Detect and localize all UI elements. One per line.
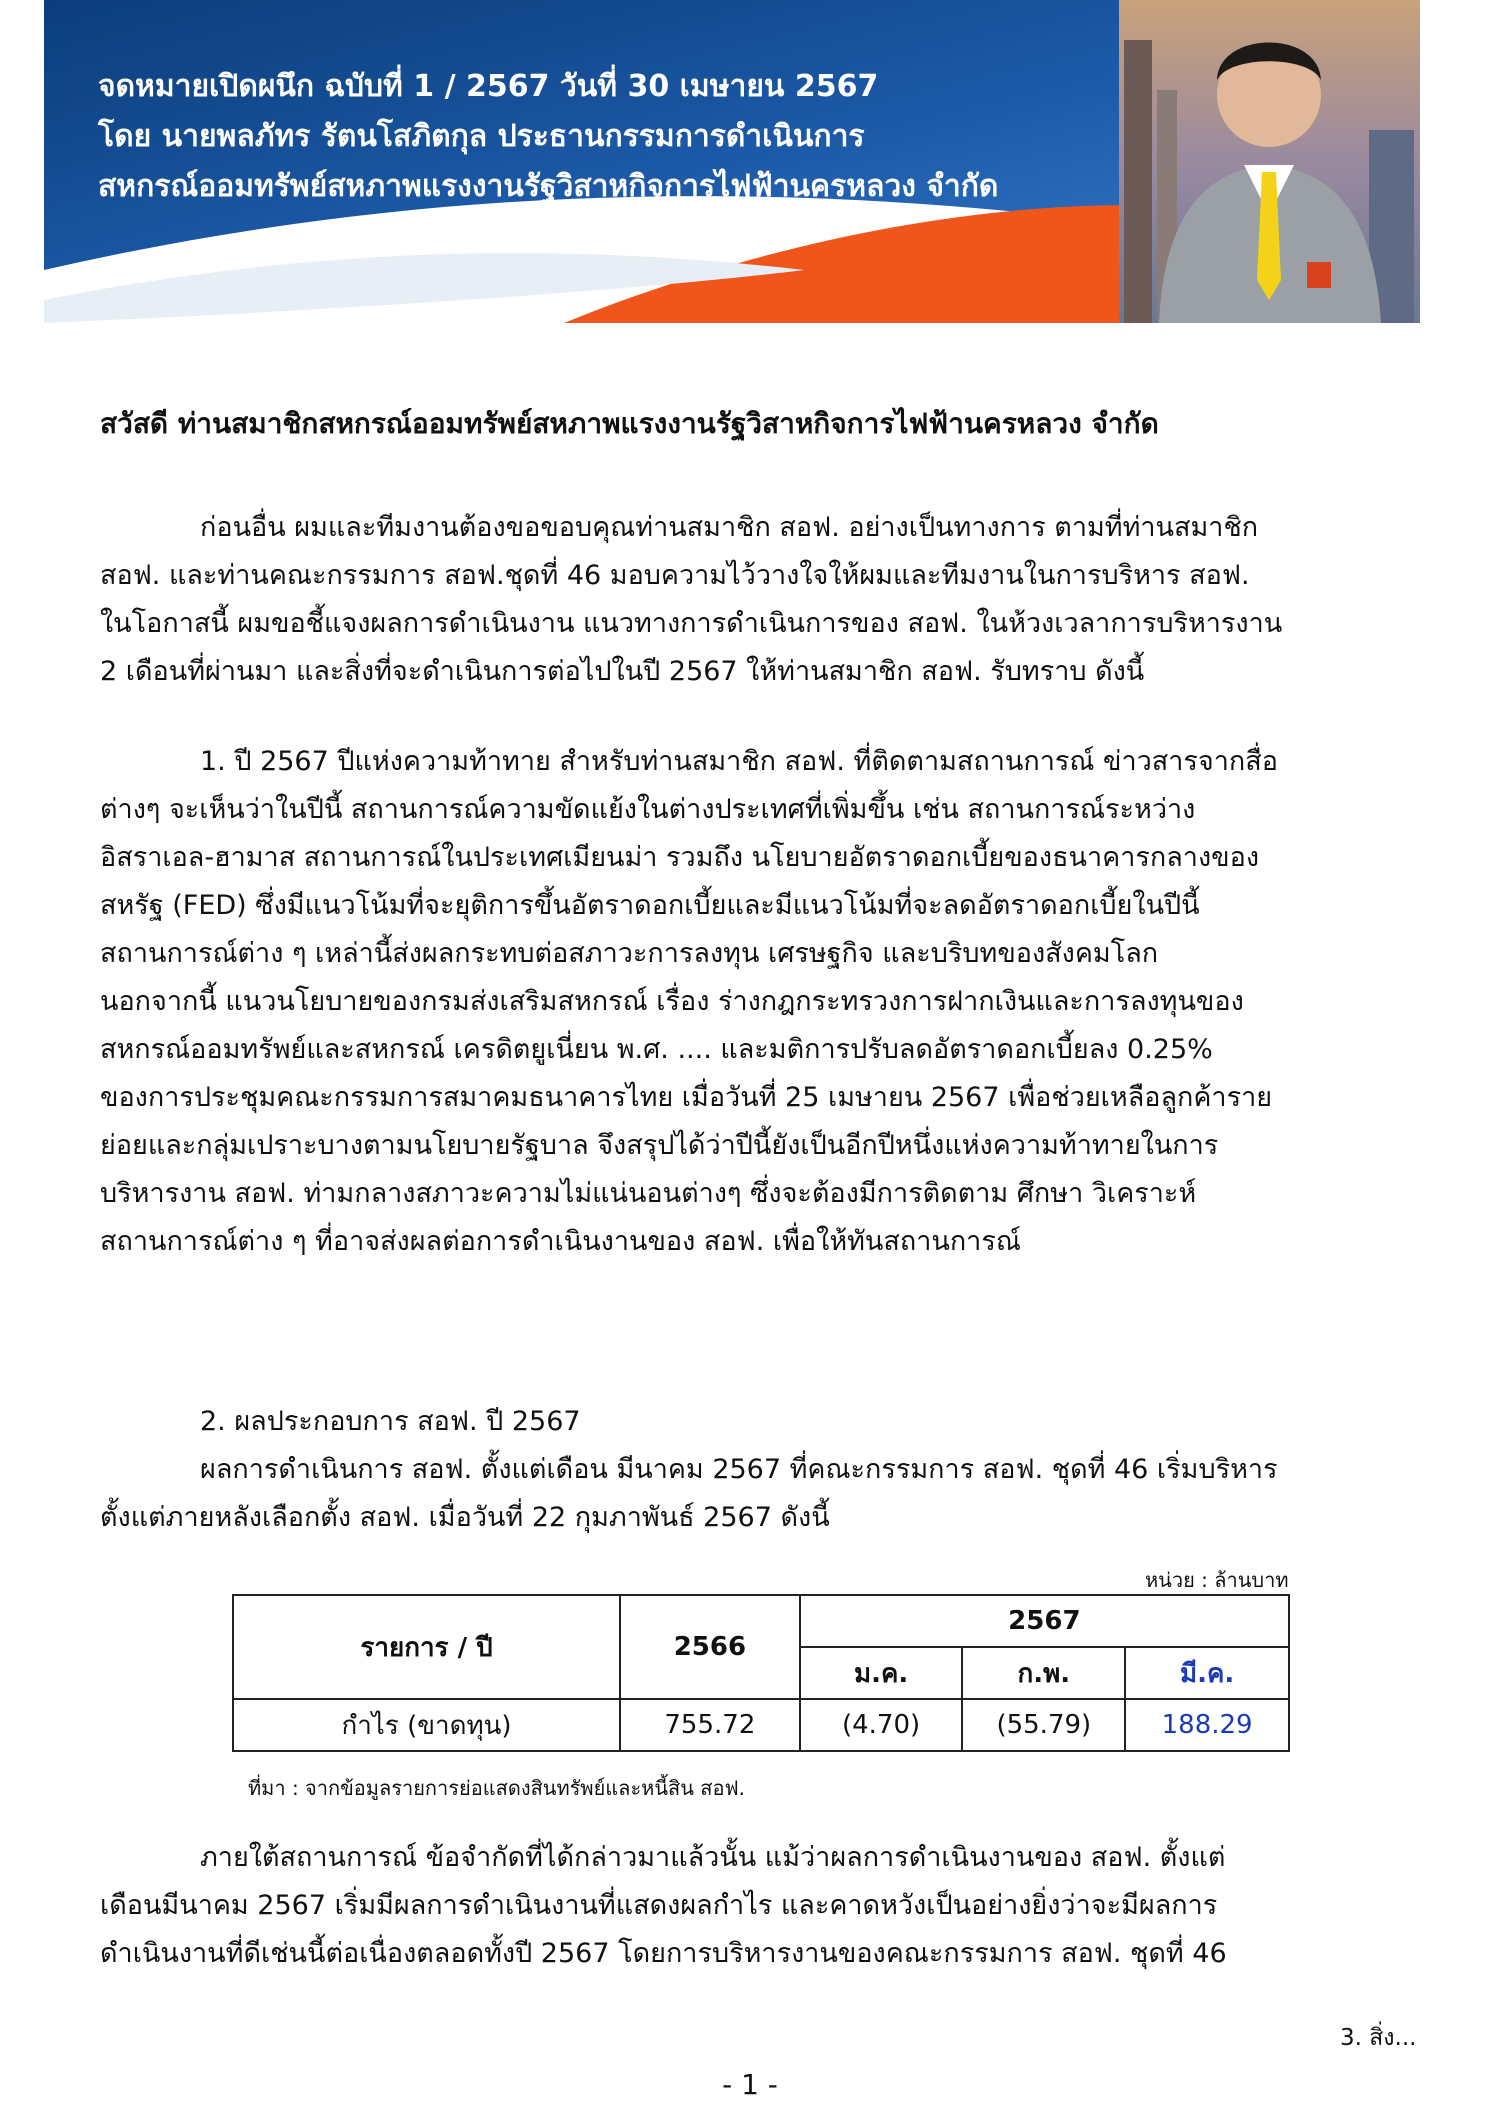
table-cell: (4.70): [800, 1699, 963, 1751]
paragraph-line: สหรัฐ (FED) ซึ่งมีแนวโน้มที่จะยุติการขึ้นอัตราดอกเบี้ยและมีแนวโน้มที่จะลดอัตราดอกเบี้ยในปีนี้: [100, 890, 1200, 921]
paragraph-line: สถานการณ์ต่าง ๆ ที่อาจส่งผลต่อการดำเนินงานของ สอฟ. เพื่อให้ทันสถานการณ์: [100, 1226, 1021, 1257]
paragraph-line: สถานการณ์ต่าง ๆ เหล่านี้ส่งผลกระทบต่อสภาวะการลงทุน เศรษฐกิจ และบริบทของสังคมโลก: [100, 938, 1159, 969]
table-row-label: กำไร (ขาดทุน): [233, 1699, 620, 1751]
table-cell: (55.79): [962, 1699, 1125, 1751]
paragraph-line: เดือนมีนาคม 2567 เริ่มมีผลการดำเนินงานที่แสดงผลกำไร และคาดหวังเป็นอย่างยิ่งว่าจะมีผลการ: [100, 1890, 1218, 1921]
author-line: โดย นายพลภัทร รัตนโสภิตกุล ประธานกรรมการดำเนินการ: [98, 119, 865, 154]
paragraph-line: ก่อนอื่น ผมและทีมงานต้องขอขอบคุณท่านสมาชิก สอฟ. อย่างเป็นทางการ ตามที่ท่านสมาชิก: [200, 512, 1259, 543]
table-header-2567: 2567: [800, 1595, 1289, 1647]
greeting: สวัสดี ท่านสมาชิกสหกรณ์ออมทรัพย์สหภาพแรงงานรัฐวิสาหกิจการไฟฟ้านครหลวง จำกัด: [100, 407, 1159, 440]
intro-paragraph: [100, 504, 1420, 696]
banner-title: [98, 62, 998, 212]
table-header-item: รายการ / ปี: [233, 1595, 620, 1699]
paragraph-line: นอกจากนี้ แนวนโยบายของกรมส่งเสริมสหกรณ์ เรื่อง ร่างกฎกระทรวงการฝากเงินและการลงทุนของ: [100, 986, 1244, 1017]
chairman-photo: [1119, 0, 1420, 323]
table-unit: หน่วย : ล้านบาท: [1145, 1568, 1289, 1592]
paragraph-line: ของการประชุมคณะกรรมการสมาคมธนาคารไทย เมื่อวันที่ 25 เมษายน 2567 เพื่อช่วยเหลือลูกค้าราย: [100, 1082, 1273, 1113]
paragraph-line: สหกรณ์ออมทรัพย์และสหกรณ์ เครดิตยูเนี่ยน พ.ศ. .... และมติการปรับลดอัตราดอกเบี้ยลง 0.25%: [100, 1034, 1213, 1065]
paragraph-line: 1. ปี 2567 ปีแห่งความท้าทาย สำหรับท่านสมาชิก สอฟ. ที่ติดตามสถานการณ์ ข่าวสารจากสื่อ: [200, 746, 1278, 777]
continued-marker: 3. สิ่ง...: [1340, 2025, 1417, 2051]
organization-line: สหกรณ์ออมทรัพย์สหภาพแรงงานรัฐวิสาหกิจการไฟฟ้านครหลวง จำกัด: [98, 169, 999, 204]
paragraph-line: สอฟ. และท่านคณะกรรมการ สอฟ.ชุดที่ 46 มอบความไว้วางใจให้ผมและทีมงานในการบริหาร สอฟ.: [100, 560, 1250, 591]
table-row: [233, 1699, 1289, 1751]
closing-paragraph: [100, 1834, 1420, 1978]
header-banner: [44, 0, 1420, 323]
table-cell: 188.29: [1125, 1699, 1289, 1751]
table-header-month: มี.ค.: [1125, 1647, 1289, 1699]
table-header-2566: 2566: [620, 1595, 800, 1699]
paragraph-line: ภายใต้สถานการณ์ ข้อจำกัดที่ได้กล่าวมาแล้วนั้น แม้ว่าผลการดำเนินงานของ สอฟ. ตั้งแต่: [200, 1842, 1226, 1873]
section-1-paragraph: [100, 738, 1420, 1266]
table-header-month: ม.ค.: [800, 1647, 963, 1699]
table-source: ที่มา : จากข้อมูลรายการย่อแสดงสินทรัพย์และหนี้สิน สอฟ.: [248, 1776, 746, 1800]
paragraph-line: ย่อยและกลุ่มเปราะบางตามนโยบายรัฐบาล จึงสรุปได้ว่าปีนี้ยังเป็นอีกปีหนึ่งแห่งความท้าทายในการ: [100, 1130, 1219, 1161]
paragraph-line: 2 เดือนที่ผ่านมา และสิ่งที่จะดำเนินการต่อไปในปี 2567 ให้ท่านสมาชิก สอฟ. รับทราบ ดังนี้: [100, 656, 1145, 687]
paragraph-line: ต่างๆ จะเห็นว่าในปีนี้ สถานการณ์ความขัดแย้งในต่างประเทศที่เพิ่มขึ้น เช่น สถานการณ์ระหว่าง: [100, 794, 1196, 825]
paragraph-line: อิสราเอล-ฮามาส สถานการณ์ในประเทศเมียนม่า รวมถึง นโยบายอัตราดอกเบี้ยของธนาคารกลางของ: [100, 842, 1259, 873]
paragraph-line: ผลการดำเนินการ สอฟ. ตั้งแต่เดือน มีนาคม 2567 ที่คณะกรรมการ สอฟ. ชุดที่ 46 เริ่มบริหาร: [200, 1454, 1278, 1485]
letter-title-line: จดหมายเปิดผนึก ฉบับที่ 1 / 2567 วันที่ 30 เมษายน 2567: [98, 69, 879, 104]
paragraph-line: ดำเนินงานที่ดีเช่นนี้ต่อเนื่องตลอดทั้งปี 2567 โดยการบริหารงานของคณะกรรมการ สอฟ. ชุดที่ 46: [100, 1938, 1227, 1969]
page-number: - 1 -: [722, 2068, 778, 2101]
paragraph-line: ในโอกาสนี้ ผมขอชี้แจงผลการดำเนินงาน แนวทางการดำเนินการของ สอฟ. ในห้วงเวลาการบริหารงาน: [100, 608, 1283, 639]
paragraph-line: ตั้งแต่ภายหลังเลือกตั้ง สอฟ. เมื่อวันที่ 22 กุมภาพันธ์ 2567 ดังนี้: [100, 1502, 830, 1533]
table-cell: 755.72: [620, 1699, 800, 1751]
section-2-heading: 2. ผลประกอบการ สอฟ. ปี 2567: [200, 1406, 581, 1437]
table-header-month: ก.พ.: [962, 1647, 1125, 1699]
performance-table: [232, 1594, 1290, 1752]
section-2-paragraph: [100, 1398, 1420, 1542]
paragraph-line: บริหารงาน สอฟ. ท่ามกลางสภาวะความไม่แน่นอนต่างๆ ซึ่งจะต้องมีการติดตาม ศึกษา วิเคราะห์: [100, 1178, 1197, 1209]
